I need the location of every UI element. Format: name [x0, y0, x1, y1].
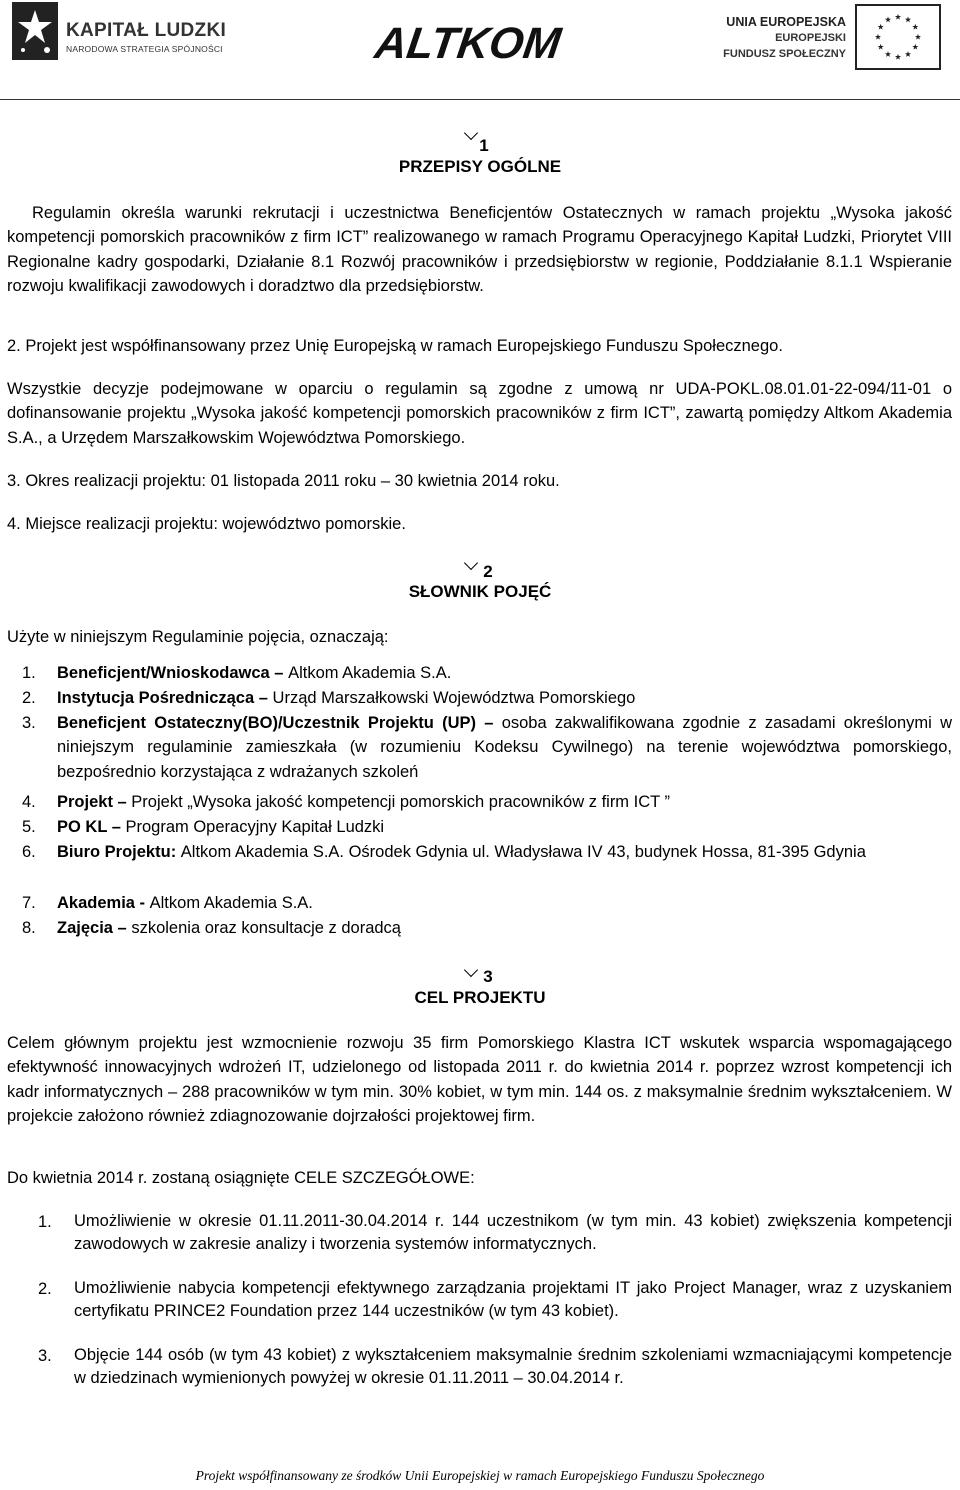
definition-separator: : — [170, 843, 181, 861]
definition-separator: – — [269, 664, 289, 682]
definition-number: 3. — [22, 714, 36, 732]
definition-item — [57, 840, 952, 864]
definition-text: Projekt „Wysoka jakość kompetencji pomorskich pracowników z firm ICT ” — [131, 793, 670, 811]
goal-text: Objęcie 144 osób (w tym 43 kobiet) z wykształceniem maksymalnie średnim szkoleniami wzmacniającymi kompetencje w dziedzinach wymienionych powyżej w okresie 01.11.2011 – 30.04.2014 r. — [74, 1346, 952, 1387]
kapital-ludzki-title: KAPITAŁ LUDZKI — [66, 20, 227, 41]
section-1-agreement-paragraph: Wszystkie decyzje podejmowane w oparciu o regulamin są zgodne z umową nr UDA-POKL.08.01.01-22-094/11-01 o dofinansowanie projektu „Wysoka jakość kompetencji pomorskich pracowników z firm ICT”, zawartą pomiędzy Altkom Akademia S.A., a Urzędem Marszałkowskim Województwa Pomorskiego. — [7, 380, 952, 447]
definition-item — [57, 815, 952, 839]
section-3-number: 3 — [483, 967, 493, 986]
definition-item — [57, 790, 952, 814]
definition-text: Program Operacyjny Kapitał Ludzki — [125, 818, 385, 836]
page-footer: Projekt współfinansowany ze środków Unii Europejskiej w ramach Europejskiego Funduszu Społecznego — [195, 1468, 765, 1483]
definition-number: 4. — [22, 793, 36, 811]
goal-number: 3. — [38, 1347, 52, 1365]
eu-logo — [722, 4, 947, 70]
eu-line2: EUROPEJSKI — [775, 32, 846, 44]
section-2-title: SŁOWNIK POJĘĆ — [408, 582, 552, 601]
definition-item — [57, 686, 952, 710]
definition-separator: – — [476, 714, 502, 732]
section-1-paragraph-2: 2. Projekt jest współfinansowany przez Unię Europejską w ramach Europejskiego Funduszu Społecznego. — [7, 337, 783, 355]
definition-text: Urząd Marszałkowski Województwa Pomorskiego — [272, 689, 636, 707]
definition-separator: – — [254, 689, 273, 707]
definition-term: Instytucja Pośrednicząca — [57, 689, 255, 707]
definition-term: Zajęcia — [57, 919, 113, 937]
definition-term: Beneficjent Ostateczny(BO)/Uczestnik Projektu (UP) — [57, 714, 477, 732]
header-divider — [0, 99, 960, 100]
definition-term: PO KL — [57, 818, 108, 836]
definition-term: Beneficjent/Wnioskodawca — [57, 664, 270, 682]
goal-number: 1. — [38, 1213, 52, 1231]
definition-text: szkolenia oraz konsultacje z doradcą — [131, 919, 401, 937]
definition-term: Projekt — [57, 793, 113, 811]
page-header — [0, 0, 960, 105]
goal-number: 2. — [38, 1280, 52, 1298]
section-1-title: PRZEPISY OGÓLNE — [398, 157, 562, 176]
section-2-intro: Użyte w niniejszym Regulaminie pojęcia, oznaczają: — [7, 628, 389, 646]
definition-number: 2. — [22, 689, 36, 707]
kapital-ludzki-emblem-icon — [12, 2, 58, 60]
kapital-ludzki-logo — [12, 2, 242, 62]
section-3-specific-goals-intro: Do kwietnia 2014 r. zostaną osiągnięte CELE SZCZEGÓŁOWE: — [7, 1169, 475, 1187]
definition-item — [57, 916, 952, 940]
section-1-paragraph-4: 4. Miejsce realizacji projektu: województwo pomorskie. — [7, 515, 406, 533]
section-1-paragraph-3: 3. Okres realizacji projektu: 01 listopada 2011 roku – 30 kwietnia 2014 roku. — [7, 472, 560, 490]
kapital-ludzki-subtitle: NARODOWA STRATEGIA SPÓJNOŚCI — [66, 44, 223, 54]
definition-text: Altkom Akademia S.A. — [149, 894, 313, 912]
definition-term: Biuro Projektu — [57, 843, 171, 861]
altkom-wordmark: ALTKOM — [371, 19, 564, 68]
definition-separator: - — [134, 894, 150, 912]
goal-text: Umożliwienie w okresie 01.11.2011-30.04.2014 r. 144 uczestnikom (w tym min. 43 kobiet) zwiększenia kompetencji zawodowych w zakresie analizy i tworzenia systemów informatycznych. — [74, 1212, 952, 1253]
definition-number: 5. — [22, 818, 36, 836]
eu-flag-icon — [855, 4, 941, 70]
definition-number: 6. — [22, 843, 36, 861]
eu-line3: FUNDUSZ SPOŁECZNY — [723, 48, 846, 60]
definition-item — [57, 711, 952, 784]
section-3-title: CEL PROJEKTU — [414, 988, 546, 1007]
definition-term: Akademia — [57, 894, 135, 912]
definition-separator: – — [107, 818, 126, 836]
section-1-number: 1 — [479, 136, 489, 155]
definition-item — [57, 661, 952, 685]
definition-separator: – — [112, 793, 132, 811]
definition-text: osoba zakwalifikowana zgodnie z zasadami określonymi w niniejszym regulaminie zamieszkała (w rozumieniu Kodeksu Cywilnego) na terenie województwa pomorskiego, bezpośrednio korzystająca z wdrażanych szkoleń — [57, 714, 952, 781]
definition-item — [57, 891, 952, 915]
altkom-logo — [371, 14, 564, 69]
eu-line1: UNIA EUROPEJSKA — [726, 15, 846, 29]
section-1-paragraph-1: Regulamin określa warunki rekrutacji i uczestnictwa Beneficjentów Ostatecznych w ramach projektu „Wysoka jakość kompetencji pomorskich pracowników z firm ICT” realizowanego w ramach Programu Operacyjnego Kapitał Ludzki, Priorytet VIII Regionalne kadry gospodarki, Działanie 8.1 Rozwój pracowników i przedsiębiorstw w regionie, Poddziałanie 8.1.1 Wspieranie rozwoju kwalifikacji zawodowych i doradztwo dla przedsiębiorstw. — [7, 204, 952, 295]
definition-number: 1. — [22, 664, 36, 682]
definition-number: 8. — [22, 919, 36, 937]
definition-separator: – — [112, 919, 132, 937]
definition-text: Altkom Akademia S.A. — [288, 664, 452, 682]
section-3-main-goal: Celem głównym projektu jest wzmocnienie rozwoju 35 firm Pomorskiego Klastra ICT wskutek wsparcia wspomagającego efektywność innowacyjnych wdrożeń IT, udzielonego od listopada 2011 r. do kwietnia 2014 r. poprzez wzrost kompetencji ich kadr informatycznych – 288 pracowników w tym min. 30% kobiet, w tym min. 144 os. z maksymalnie średnim wykształceniem. W projekcie założono również zdiagnozowanie dojrzałości projektowej firm. — [7, 1034, 952, 1125]
definition-number: 7. — [22, 894, 36, 912]
section-2-number: 2 — [483, 562, 493, 581]
definition-text: Altkom Akademia S.A. Ośrodek Gdynia ul. Władysława IV 43, budynek Hossa, 81-395 Gdynia — [180, 843, 866, 861]
goal-text: Umożliwienie nabycia kompetencji efektywnego zarządzania projektami IT jako Project Manager, wraz z uzyskaniem certyfikatu PRINCE2 Foundation przez 144 uczestników (w tym 43 kobiet). — [74, 1279, 952, 1320]
